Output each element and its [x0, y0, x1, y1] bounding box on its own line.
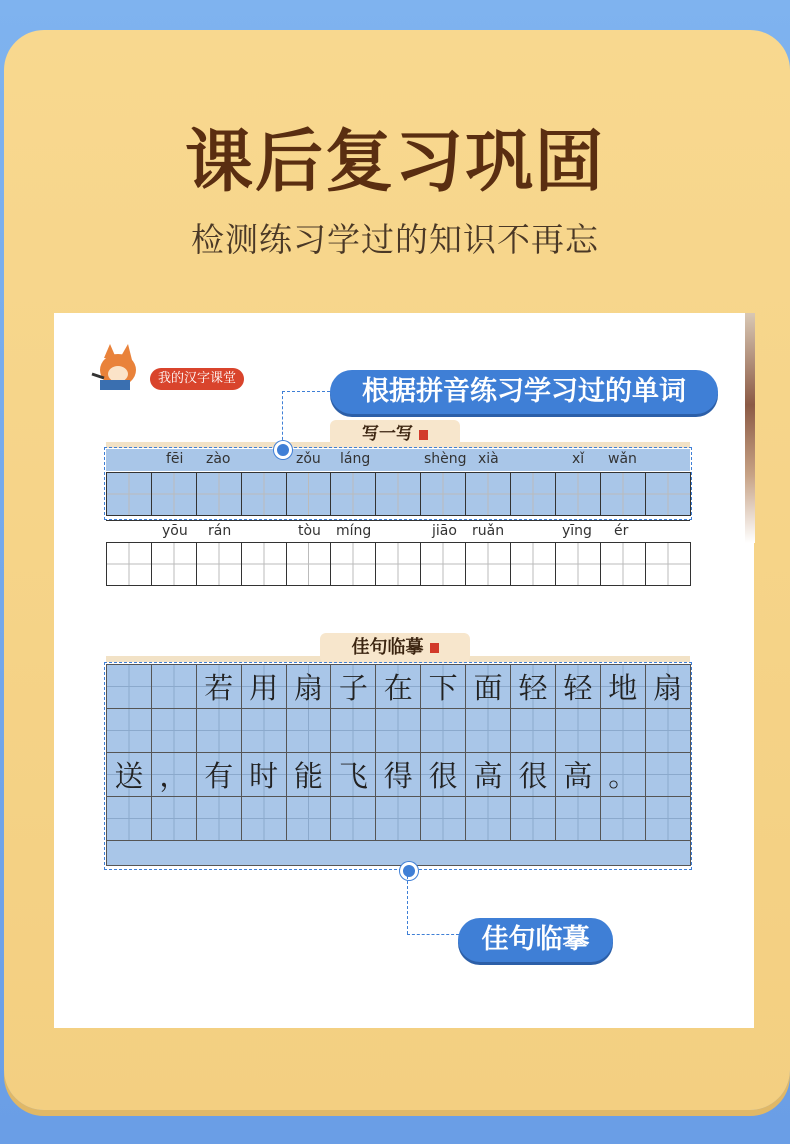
grid-cell: 时 [242, 753, 287, 797]
grid-cell: 轻 [511, 665, 556, 709]
grid-cell [646, 542, 691, 586]
grid-cell [466, 542, 511, 586]
grid-cell: 高 [556, 753, 601, 797]
logo-text: 我的汉字课堂 [150, 368, 244, 390]
highlight-pinyin-area [104, 447, 692, 520]
pinyin-label: yīng [562, 523, 592, 539]
grid-cell: 在 [376, 665, 421, 709]
grid-cell: 扇 [287, 665, 332, 709]
pinyin-label: xǐ [572, 451, 585, 467]
pinyin-label: tòu [298, 523, 321, 539]
grid-cell: 轻 [556, 665, 601, 709]
grid-cell [511, 542, 556, 586]
grid-cell: 地 [601, 665, 646, 709]
grid-cell: 面 [466, 665, 511, 709]
next-page-edge [745, 313, 755, 543]
grid-cell [287, 542, 332, 586]
pinyin-label: jiāo [432, 523, 457, 539]
pinyin-label: wǎn [608, 451, 637, 467]
grid-cell: 飞 [331, 753, 376, 797]
grid-cell: 若 [197, 665, 242, 709]
grid-cell: 得 [376, 753, 421, 797]
pinyin-label: láng [340, 451, 371, 467]
pinyin-row-2 [106, 520, 690, 543]
grid-cell [152, 542, 197, 586]
pinyin-label: míng [336, 523, 372, 539]
pinyin-label: ér [614, 523, 629, 539]
seal-icon [430, 643, 439, 653]
grid-cell [331, 542, 376, 586]
grid-cell [107, 542, 152, 586]
section-title-copy: 佳句临摹 [320, 633, 470, 663]
pinyin-label: zào [206, 451, 231, 467]
pinyin-practice-callout: 根据拼音练习学习过的单词 [330, 370, 718, 414]
grid-cell [376, 542, 421, 586]
callout-anchor-dot [400, 862, 418, 880]
page-subtitle: 检测练习学过的知识不再忘 [191, 220, 599, 259]
pinyin-label: shèng [424, 451, 467, 467]
grid-cell: 扇 [646, 665, 691, 709]
seal-icon [419, 430, 428, 440]
grid-cell [421, 542, 466, 586]
highlight-sentence-area [104, 662, 692, 870]
grid-cell: 很 [421, 753, 466, 797]
grid-cell: 高 [466, 753, 511, 797]
grid-cell: ， [152, 753, 197, 797]
grid-cell: 子 [331, 665, 376, 709]
grid-cell: 下 [421, 665, 466, 709]
grid-cell: 有 [197, 753, 242, 797]
grid-cell [197, 542, 242, 586]
pinyin-label: fēi [166, 451, 184, 467]
grid-cell: 送 [107, 753, 152, 797]
grid-cell [601, 542, 646, 586]
grid-cell [556, 542, 601, 586]
grid-cell [242, 542, 287, 586]
sentence-copy-callout: 佳句临摹 [458, 918, 613, 962]
pinyin-label: zǒu [296, 451, 321, 467]
grid-cell: 能 [287, 753, 332, 797]
pinyin-label: rán [208, 523, 232, 539]
grid-cell: 用 [242, 665, 287, 709]
grid-cell: 。 [601, 753, 646, 797]
writing-grid-2[interactable] [106, 542, 691, 586]
pinyin-label: ruǎn [472, 523, 505, 539]
pinyin-label: yōu [162, 523, 188, 539]
section-title-write: 写一写 [330, 420, 460, 448]
grid-cell: 很 [511, 753, 556, 797]
pinyin-label: xià [478, 451, 499, 467]
callout-anchor-dot [274, 441, 292, 459]
page-title: 课后复习巩固 [184, 123, 605, 202]
